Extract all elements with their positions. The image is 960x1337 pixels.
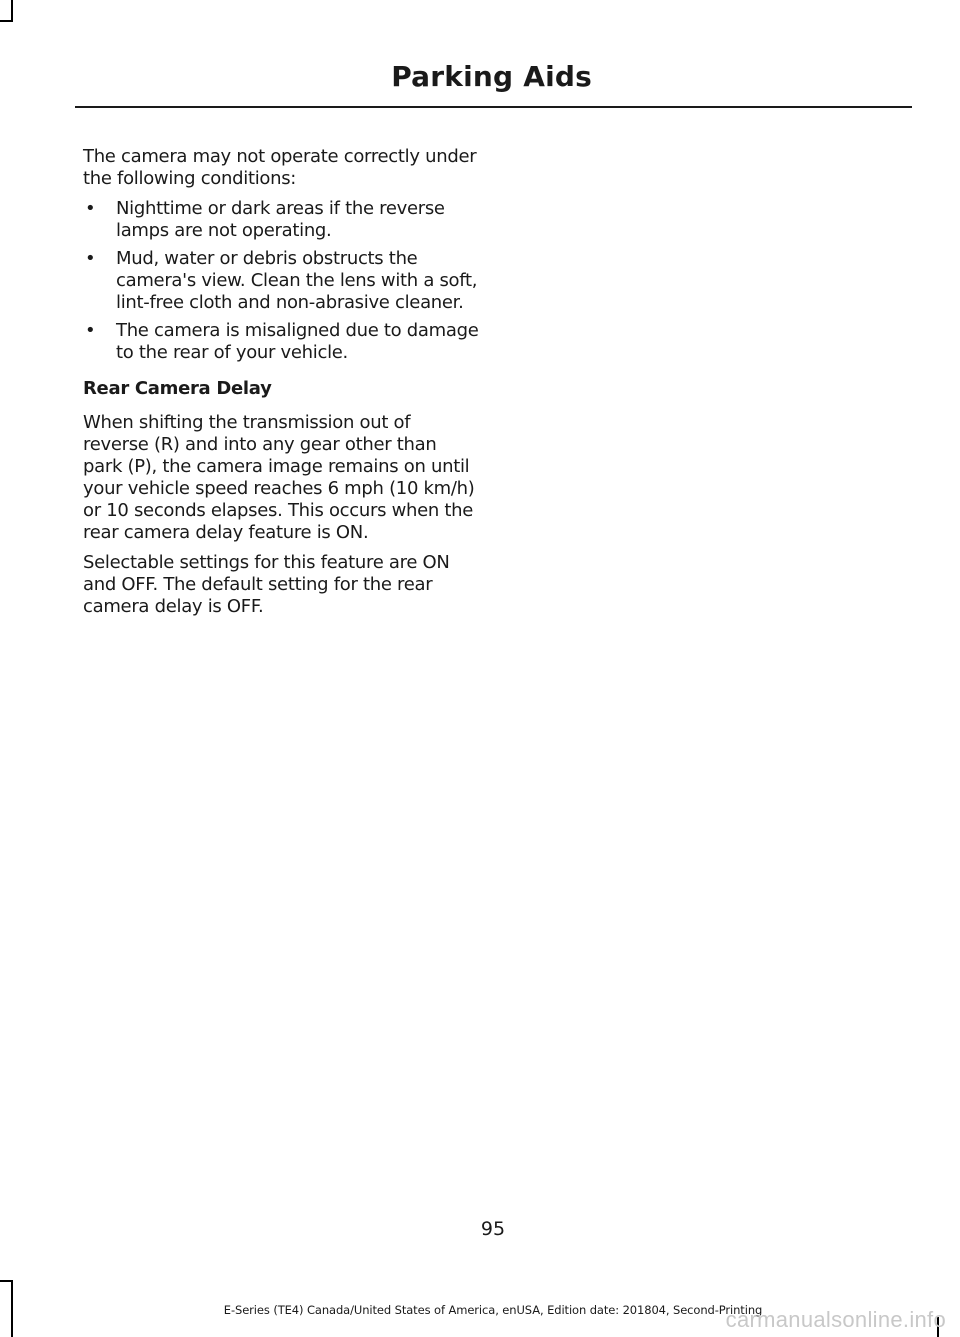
header-rule [75, 106, 912, 108]
page-number: 95 [480, 1218, 506, 1240]
bullet-icon: • [85, 198, 96, 219]
crop-mark-top-left-vertical [11, 0, 13, 22]
bullet-icon: • [85, 320, 96, 341]
bullet-icon: • [85, 248, 96, 269]
edition-info: E-Series (TE4) Canada/United States of America, enUSA, Edition date: 201804, Second-Printing [223, 1303, 763, 1317]
section-heading: Rear Camera Delay [83, 378, 272, 399]
list-item-text: Mud, water or debris obstructs the camera's view. Clean the lens with a soft, lint-free cloth and non-abrasive cleaner. [116, 248, 478, 313]
list-item [83, 198, 479, 242]
watermark: carmanualsonline.info [725, 1307, 946, 1332]
list-item-text: Nighttime or dark areas if the reverse lamps are not operating. [116, 198, 445, 241]
crop-mark-bottom-left-horizontal [0, 1280, 13, 1282]
conditions-list [83, 198, 479, 364]
list-item [83, 320, 479, 364]
intro-paragraph: The camera may not operate correctly under the following conditions: [83, 146, 477, 189]
list-item [83, 248, 479, 314]
body-paragraph: When shifting the transmission out of reverse (R) and into any gear other than park (P), the camera image remains on until your vehicle speed reaches 6 mph (10 km/h) or 10 seconds elapses. This occurs when the rear camera delay feature is ON. [83, 412, 475, 543]
crop-mark-top-left-horizontal [0, 20, 13, 22]
page-title: Parking Aids [391, 60, 592, 93]
main-column [83, 146, 479, 626]
body-paragraph: Selectable settings for this feature are ON and OFF. The default setting for the rear camera delay is OFF. [83, 552, 450, 617]
list-item-text: The camera is misaligned due to damage to the rear of your vehicle. [116, 320, 479, 363]
